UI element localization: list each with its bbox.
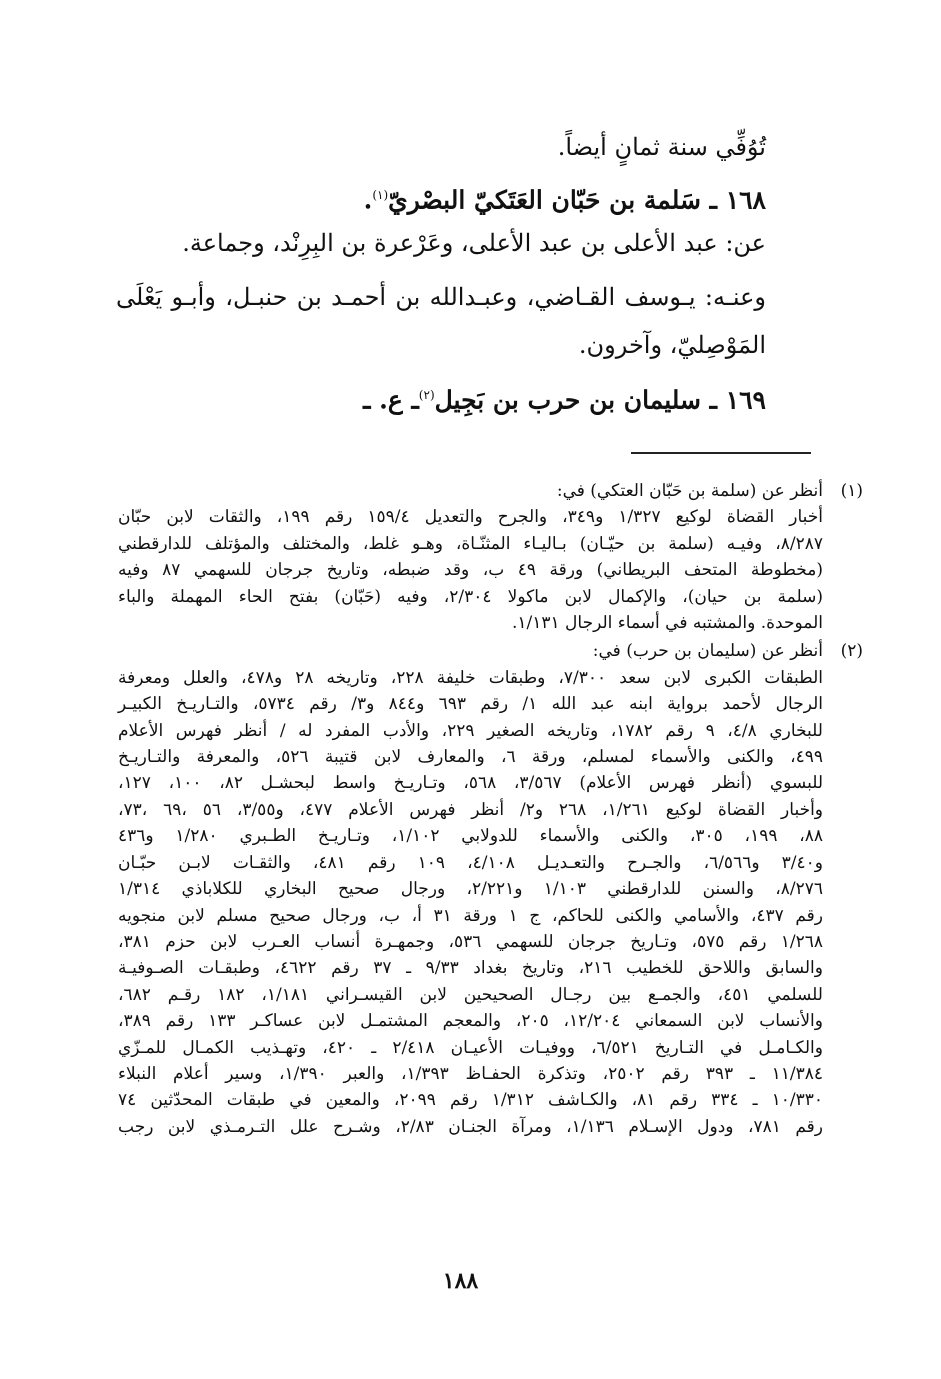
footnote-number: (١) (840, 481, 863, 501)
page-number: ١٨٨ (442, 1268, 479, 1294)
footnote-line: للبسوي (أنظر فهرس الأعلام) ٣/٥٦٧، ٥٦٨، وتـاريـخ واسط لبحشـل ٨٢، ١٠٠، ١٢٧، (118, 773, 824, 794)
footnote-line: و٣/٤٠ و٦/٥٦٦، والجـرح والتعـديـل ٤/١٠٨، ١٠٩ رقم ٤٨١، والثقـات لابـن حبّـان (118, 852, 823, 873)
footnote-line: للسلمي ٤٥١، والجمـع بين رجـال الصحيحين لابن القيسـراني ١/١٨١، ١٨٢ رقـم ٦٨٢، (118, 984, 823, 1005)
footnote-line: للبخاري ٤/٨، ٩ رقم ١٧٨٢، وتاريخه الصغير ٢٢٩، والأدب المفرد له / أنظر فهرس الأعلام (118, 720, 823, 741)
entry-168-name: ١٦٨ ـ سَلمة بن حَبّان العَتَكيّ البصْريّ (388, 185, 766, 215)
footnote-line: الرجال لأحمد برواية ابنه عبد الله ١/ رقم ٦٩٣ و٨٤٤ و٣/ رقم ٥٧٣٤، والتـاريـخ الكبيـر (118, 694, 823, 715)
text-line: وعنـه: يـوسف القـاضي، وعبـدالله بن أحمـد بن حنبـل، وأبـو يَعْلَى (116, 283, 767, 311)
footnote-line: ٨/٢٧٦، والسنن للدارقطني ١/١٠٣ و٢/٢٢١، ورجال صحيح البخاري للكلاباذي ١/٣١٤ (118, 879, 823, 900)
footnote-line: أخبار القضاة لوكيع ١/٣٢٧ و٣٤٩، والجرح والتعديل ١٥٩/٤ رقم ١٩٩، والثقات لابن حبّان (118, 507, 823, 528)
footnote-line: والأنساب لابن السمعاني ١٢/٢٠٤، ٢٠٥، والمعجم المشتمـل لابن عساكـر ١٣٣ رقم ٣٨٩، (118, 1011, 823, 1032)
footnote-1 (118, 478, 863, 636)
footnote-ref-1[interactable]: (١) (372, 188, 389, 202)
footnote-line: الطبقات الكبرى لابن سعد ٧/٣٠٠، وطبقات خليفة ٢٢٨، وتاريخه ٢٨ و٤٧٨، والعلل ومعرفة (118, 667, 823, 688)
footnote-2 (118, 638, 863, 1140)
footnote-line: ١١/٣٨٤ ـ ٣٩٣ رقم ٢٥٠٢، وتذكرة الحفـاظ ١/٣٩٣، والعبر ١/٣٩٠، وسير أعلام النبلاء (118, 1063, 823, 1084)
footnote-line: (سلمة بن حيان)، والإكمال لابن ماكولا ٢/٣٠٤، وفيه (حَبّان) بفتح الحاء المهملة والباء (118, 586, 823, 607)
entry-169-name: ١٦٩ ـ سليمان بن حرب بن بَجِيل (434, 385, 766, 415)
footnote-head: أنظر عن (سلمة بن حَبّان العتكي) في: (556, 481, 823, 501)
entry-168-heading (364, 178, 766, 217)
footnote-line: (مخطوطة المتحف البريطاني) ورقة ٤٩ ب، وقد ضبطه، وتاريخ جرجان للسهمي ٨٧ وفيه (118, 560, 824, 581)
footnote-line: الموحدة. والمشتبه في أسماء الرجال ١/١٣١. (511, 613, 823, 634)
text-line: تُوُفِّي سنة ثمانٍ أيضاً. (557, 133, 766, 161)
footnote-line: رقم ٧٨١، ودول الإسـلام ١/١٣٦، ومرآة الجنـان ٢/٨٣، وشـرح علل التـرمـذي لابن رجب (118, 1116, 823, 1137)
text-line: المَوْصِليّ، وآخرون. (578, 331, 766, 359)
footnote-head: أنظر عن (سليمان بن حرب) في: (592, 641, 823, 662)
footnote-line: وأخبار القضاة لوكيع ١/٢٦١، ٢٦٨ و٢/ أنظر فهرس الأعلام ٤٧٧، و٣/٥٥، ٥٦ ،٦٩ ،٧٣، (118, 799, 824, 820)
footnote-line: ٤٩٩، والكنى والأسماء لمسلم، ورقة ٦، والمعارف لابن قتيبة ٥٢٦، والمعرفة والتـاريـخ (118, 747, 823, 768)
footnotes (118, 478, 863, 1140)
entry-168-end: . (363, 185, 373, 215)
entry-169-heading (363, 378, 766, 417)
footnote-number: (٢) (840, 641, 863, 662)
footnote-separator (631, 452, 811, 454)
entry-169-end: ـ ع. ـ (363, 385, 419, 415)
text-line: عن: عبد الأعلى بن عبد الأعلى، وعَرْعرة بن البِرِنْد، وجماعة. (182, 229, 766, 257)
footnote-line: والسابق واللاحق للخطيب ٢١٦، وتاريخ بغداد ٩/٣٣ ـ ٣٧ رقم ٤٦٢٢، وطبقـات الصـوفيـة (118, 958, 823, 979)
footnote-line: ٨/٢٨٧، وفيـه (سلمة بن حيّـان) بـاليـاء المثنّـاة، وهـو غلط، والمختلف والمؤتلف للدارقطني (118, 533, 823, 554)
footnote-line: ٨٨، ١٩٩، ٣٠٥، والكنى والأسماء للدولابي ١/١٠٢، وتـاريـخ الطـبري ١/٢٨٠ و٤٣٦ (118, 826, 824, 847)
footnote-line: والكـامـل في التـاريخ ٦/٥٢١، ووفيـات الأعيـان ٢/٤١٨ ـ ٤٢٠، وتهـذيب الكمـال للمـزّي (118, 1037, 823, 1058)
footnote-line: رقم ٤٣٧، والأسامي والكنى للحاكم، ج ١ ورقة ٣١ أ، ب، ورجال صحيح مسلم لابن منجويه (118, 905, 824, 926)
footnote-line: ١٠/٣٣٠ ـ ٣٣٤ رقم ٨١، والكـاشف ١/٣١٢ رقم ٢٠٩٩، والمعين في طبقات المحدّثين ٧٤ (118, 1090, 823, 1111)
footnote-line: ١/٢٦٨ رقم ٥٧٥، وتـاريخ جرجان للسهمي ٥٣٦، وجمهـرة أنساب العـرب لابن حزم ٣٨١، (118, 931, 823, 952)
footnote-ref-2[interactable]: (٢) (418, 388, 435, 402)
